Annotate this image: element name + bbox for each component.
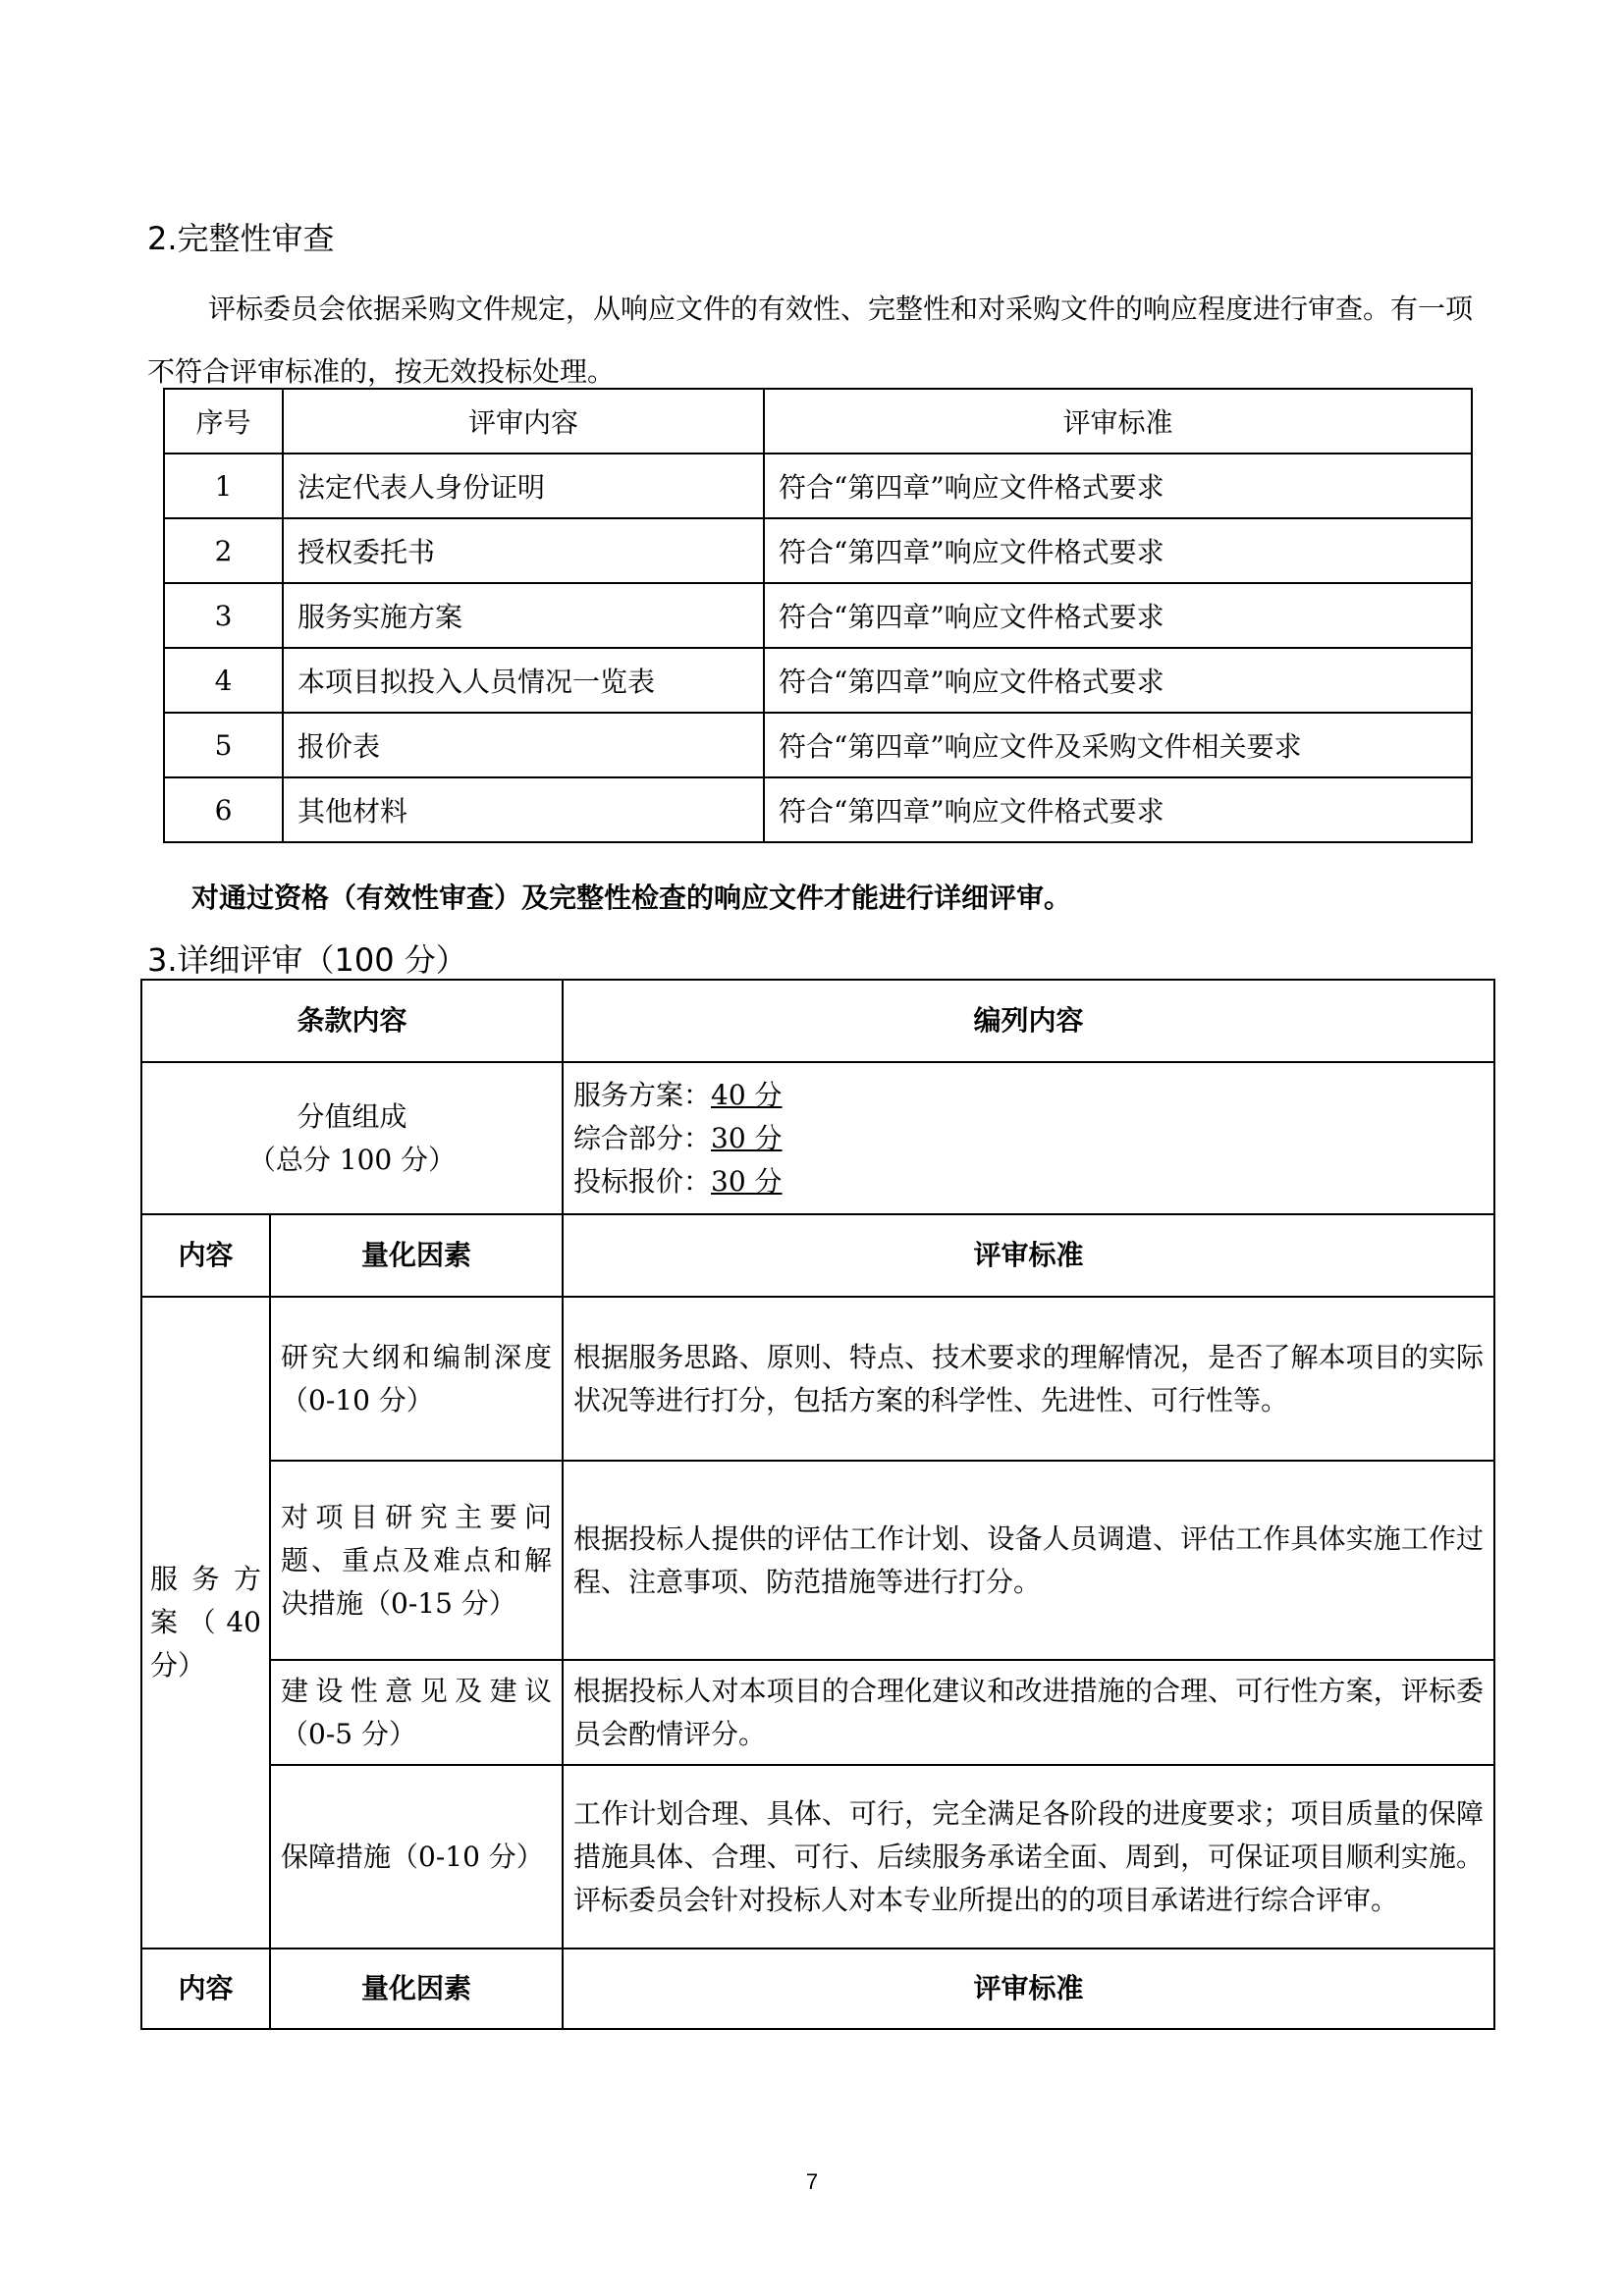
col-factor: 量化因素 [270,1214,563,1297]
row-content: 服务实施方案 [283,583,764,648]
criteria-row [141,1765,1494,1949]
score-item-value: 30 分 [711,1121,783,1154]
score-item-label: 服务方案： [573,1078,712,1111]
row-index: 5 [164,713,283,777]
criteria-row [141,1461,1494,1660]
table-row [164,648,1472,713]
row-index: 3 [164,583,283,648]
section-2-paragraph: 评标委员会依据采购文件规定，从响应文件的有效性、完整性和对采购文件的响应程度进行审查。有一项不符合评审标准的，按无效投标处理。 [147,293,1474,388]
detailed-review-table [140,979,1495,2030]
criteria-factor: 保障措施（0-10 分） [270,1765,563,1949]
score-composition-row [141,1062,1494,1214]
table-row [164,583,1472,648]
header-clause-content: 条款内容 [141,980,563,1062]
row-index: 2 [164,518,283,583]
score-item-label: 投标报价： [573,1164,712,1198]
table-row [164,777,1472,842]
header-content: 评审内容 [283,389,764,454]
score-item [573,1074,1484,1117]
section-3-heading: 3.详细评审（100 分） [147,941,467,979]
criteria-standard: 根据服务思路、原则、特点、技术要求的理解情况，是否了解本项目的实际状况等进行打分，包括方案的科学性、先进性、可行性等。 [563,1297,1494,1461]
row-index: 6 [164,777,283,842]
table-row [164,518,1472,583]
col-content: 内容 [141,1949,270,2029]
score-total: （总分 100 分） [247,1143,457,1176]
detailed-review-note: 对通过资格（有效性审查）及完整性检查的响应文件才能进行详细评审。 [191,881,1072,914]
col-standard: 评审标准 [563,1214,1494,1297]
criteria-standard: 根据投标人对本项目的合理化建议和改进措施的合理、可行性方案，评标委员会酌情评分。 [563,1660,1494,1765]
criteria-standard: 工作计划合理、具体、可行，完全满足各阶段的进度要求；项目质量的保障措施具体、合理、可行、后续服务承诺全面、周到，可保证项目顺利实施。评标委员会针对投标人对本专业所提出的的项目承诺进行综合评审。 [563,1765,1494,1949]
criteria-factor: 建设性意见及建议（0-5 分） [270,1660,563,1765]
score-item-label: 综合部分： [573,1121,712,1154]
score-item [573,1160,1484,1203]
row-standard: 符合“第四章”响应文件格式要求 [764,648,1472,713]
col-factor: 量化因素 [270,1949,563,2029]
table-row [164,713,1472,777]
score-item-value: 30 分 [711,1164,783,1198]
row-content: 授权委托书 [283,518,764,583]
row-index: 1 [164,454,283,518]
row-content: 其他材料 [283,777,764,842]
header-standard: 评审标准 [764,389,1472,454]
col-standard: 评审标准 [563,1949,1494,2029]
score-item-value: 40 分 [711,1078,783,1111]
row-content: 本项目拟投入人员情况一览表 [283,648,764,713]
criteria-header-row-repeat [141,1949,1494,2029]
criteria-row [141,1660,1494,1765]
table-header-row [141,980,1494,1062]
row-standard: 符合“第四章”响应文件格式要求 [764,777,1472,842]
page-number: 7 [805,2169,819,2194]
row-content: 报价表 [283,713,764,777]
row-content: 法定代表人身份证明 [283,454,764,518]
service-plan-group-label: 服 务 方案 （ 40分） [141,1297,270,1949]
completeness-review-table [163,388,1473,843]
criteria-standard: 根据投标人提供的评估工作计划、设备人员调遣、评估工作具体实施工作过程、注意事项、防范措施等进行打分。 [563,1461,1494,1660]
table-header-row [164,389,1472,454]
score-label: 分值组成 [297,1099,407,1133]
score-item [573,1117,1484,1160]
row-standard: 符合“第四章”响应文件格式要求 [764,583,1472,648]
row-standard: 符合“第四章”响应文件格式要求 [764,518,1472,583]
row-index: 4 [164,648,283,713]
criteria-header-row [141,1214,1494,1297]
section-2-heading: 2.完整性审查 [147,220,335,257]
score-items [563,1062,1494,1214]
row-standard: 符合“第四章”响应文件及采购文件相关要求 [764,713,1472,777]
score-composition-label [141,1062,563,1214]
table-row [164,454,1472,518]
criteria-factor: 对项目研究主要问题、重点及难点和解决措施（0-15 分） [270,1461,563,1660]
col-content: 内容 [141,1214,270,1297]
criteria-row [141,1297,1494,1461]
header-index: 序号 [164,389,283,454]
header-listed-content: 编列内容 [563,980,1494,1062]
criteria-factor: 研究大纲和编制深度（0-10 分） [270,1297,563,1461]
row-standard: 符合“第四章”响应文件格式要求 [764,454,1472,518]
